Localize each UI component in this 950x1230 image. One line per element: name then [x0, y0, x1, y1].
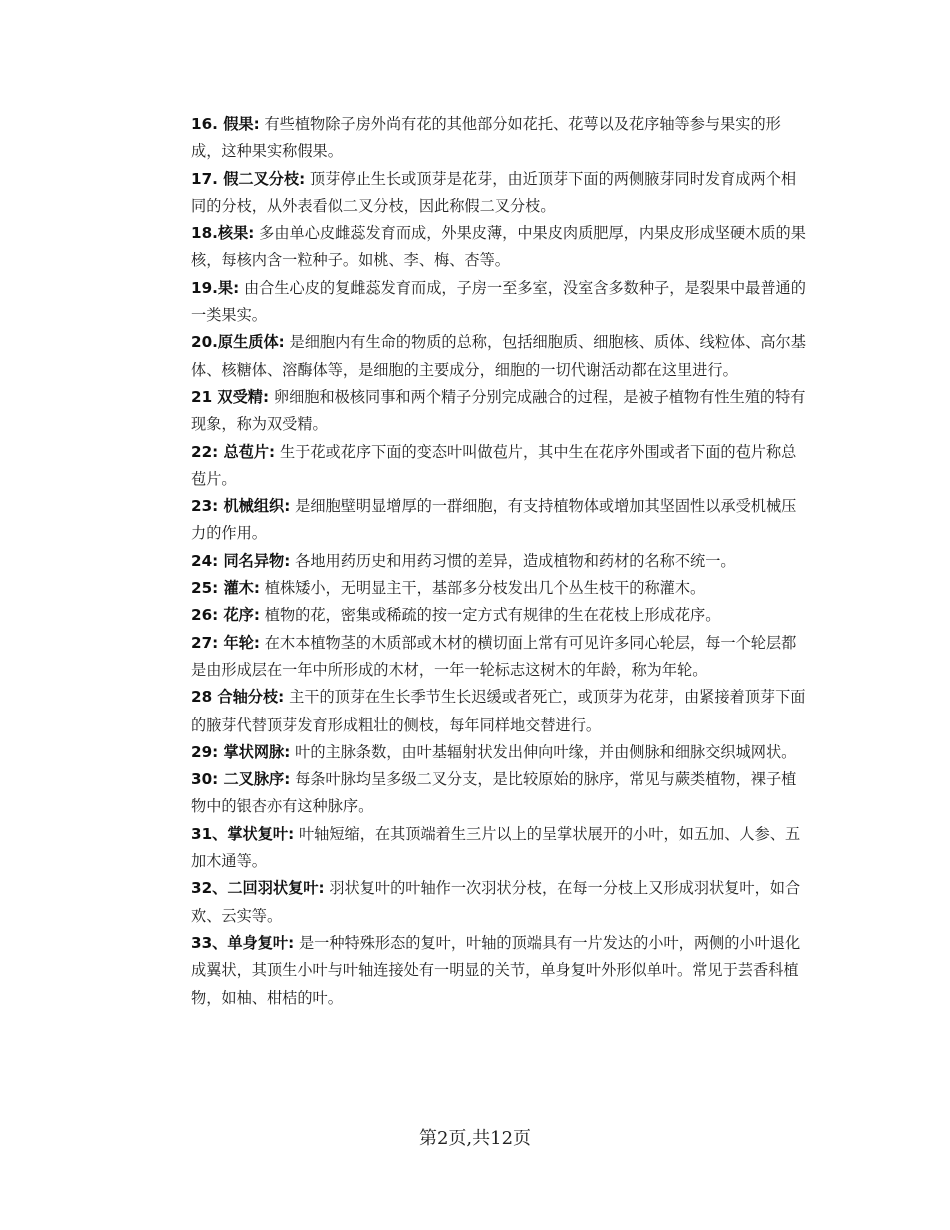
entry-definition: 羽状复叶的叶轴作一次羽状分枝，在每一分枝上又形成羽状复叶，如合欢、云实等。: [191, 879, 801, 925]
entry-term: 27: 年轮:: [191, 633, 260, 652]
glossary-entry: [191, 275, 809, 330]
glossary-entry: [191, 493, 809, 548]
glossary-entry: [191, 684, 809, 739]
glossary-entry: [191, 575, 809, 602]
entry-definition: 各地用药历史和用药习惯的差异，造成植物和药材的名称不统一。: [290, 551, 736, 570]
entry-term: 25: 灌木:: [191, 579, 260, 598]
entry-term: 24: 同名异物:: [191, 551, 291, 570]
glossary-entry: [191, 766, 809, 821]
glossary-entry: [191, 220, 809, 275]
entry-definition: 在木本植物茎的木质部或木材的横切面上常有可见许多同心轮层，每一个轮层都是由形成层在一年中所形成的木材，一年一轮标志这树木的年龄，称为年轮。: [191, 633, 797, 679]
entry-definition: 每条叶脉均呈多级二叉分支，是比较原始的脉序，常见与蕨类植物，裸子植物中的银杏亦有这种脉序。: [191, 770, 797, 816]
entry-term: 19.果:: [191, 278, 240, 297]
glossary-entry: [191, 439, 809, 494]
entry-term: 33、单身复叶:: [191, 933, 295, 952]
entry-definition: 是细胞内有生命的物质的总称，包括细胞质、细胞核、质体、线粒体、高尔基体、核糖体、溶酶体等，是细胞的主要成分，细胞的一切代谢活动都在这里进行。: [191, 333, 806, 379]
entry-definition: 生于花或花序下面的变态叶叫做苞片，其中生在花序外围或者下面的苞片称总苞片。: [191, 442, 797, 488]
entry-term: 23: 机械组织:: [191, 497, 291, 516]
entry-term: 32、二回羽状复叶:: [191, 879, 325, 898]
glossary-entry: [191, 166, 809, 221]
glossary-entry: [191, 821, 809, 876]
entry-definition: 植株矮小，无明显主干，基部多分枝发出几个丛生枝干的称灌木。: [259, 579, 706, 598]
entry-definition: 卵细胞和极核同事和两个精子分别完成融合的过程，是被子植物有性生殖的特有现象，称为双受精。: [191, 387, 806, 434]
glossary-entry: [191, 548, 809, 575]
entry-definition: 叶的主脉条数，由叶基辐射状发出伸向叶缘，并由侧脉和细脉交织城网状。: [290, 742, 797, 761]
glossary-entry: [191, 630, 809, 685]
entry-definition: 是细胞壁明显增厚的一群细胞，有支持植物体或增加其坚固性以承受机械压力的作用。: [191, 497, 797, 543]
entry-term: 26: 花序:: [191, 606, 260, 625]
entry-term: 21 双受精:: [191, 387, 270, 406]
entry-definition: 主干的顶芽在生长季节生长迟缓或者死亡，或顶芽为花芽，由紧接着顶芽下面的腋芽代替顶芽发育形成粗壮的侧枝，每年同样地交替进行。: [191, 688, 806, 734]
entry-term: 30: 二叉脉序:: [191, 770, 291, 789]
glossary-entry: [191, 602, 809, 629]
entry-term: 22: 总苞片:: [191, 442, 276, 461]
page-number-label: 第2页,共12页: [418, 1128, 532, 1149]
glossary-entry: [191, 739, 809, 766]
entry-term: 31、掌状复叶:: [191, 824, 295, 843]
entry-term: 20.原生质体:: [191, 333, 285, 352]
entry-definition: 顶芽停止生长或顶芽是花芽，由近顶芽下面的两侧腋芽同时发育成两个相同的分枝，从外表看似二叉分枝，因此称假二叉分枝。: [191, 169, 797, 215]
entry-term: 16. 假果:: [191, 115, 260, 133]
entry-definition: 是一种特殊形态的复叶，叶轴的顶端具有一片发达的小叶，两侧的小叶退化成翼状，其顶生小叶与叶轴连接处有一明显的关节，单身复叶外形似单叶。常见于芸香科植物，如柚、柑桔的叶。: [191, 933, 801, 1007]
entry-definition: 有些植物除子房外尚有花的其他部分如花托、花萼以及花序轴等参与果实的形成，这种果实称假果。: [191, 115, 781, 161]
glossary-entry: [191, 930, 809, 1012]
page-footer: [0, 1124, 950, 1150]
glossary-entry: [191, 384, 809, 439]
entry-definition: 多由单心皮雌蕊发育而成，外果皮薄，中果皮肉质肥厚，内果皮形成坚硬木质的果核，每核内含一粒种子。如桃、李、梅、杏等。: [191, 224, 806, 270]
entry-term: 17. 假二叉分枝:: [191, 169, 306, 188]
glossary-entry: [191, 875, 809, 930]
glossary-entry: [191, 111, 809, 166]
entry-definition: 由合生心皮的复雌蕊发育而成，子房一至多室，没室含多数种子，是裂果中最普通的一类果实。: [191, 278, 806, 325]
entry-term: 28 合轴分枝:: [191, 688, 285, 707]
entry-term: 18.核果:: [191, 224, 255, 243]
entry-definition: 植物的花，密集或稀疏的按一定方式有规律的生在花枝上形成花序。: [259, 606, 721, 625]
glossary-content: [191, 111, 809, 1012]
glossary-entry: [191, 329, 809, 384]
entry-definition: 叶轴短缩，在其顶端着生三片以上的呈掌状展开的小叶，如五加、人参、五加木通等。: [191, 824, 801, 871]
entry-term: 29: 掌状网脉:: [191, 742, 291, 761]
